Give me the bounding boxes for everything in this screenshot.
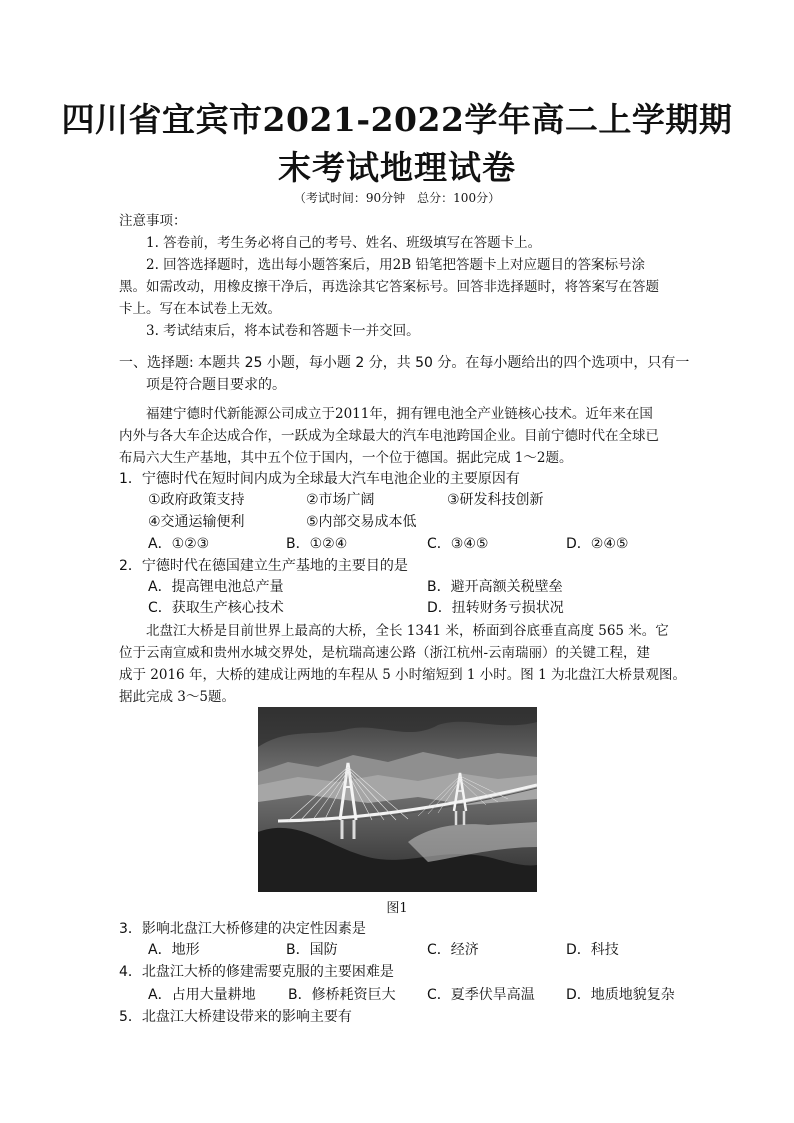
passage2-line3: 成于 2016 年，大桥的建成让两地的车程从 5 小时缩短到 1 小时。图 1 为北盘江大桥景观图。 — [119, 667, 686, 683]
notice-item-1: 1. 答卷前，考生务必将自己的考号、姓名、班级填写在答题卡上。 — [146, 235, 542, 251]
question-4-option-d: D．地质地貌复杂 — [566, 987, 675, 1003]
question-2-stem: 2．宁德时代在德国建立生产基地的主要目的是 — [119, 558, 408, 574]
notice-heading: 注意事项： — [119, 213, 187, 229]
bridge-photo — [258, 707, 537, 892]
question-1-option-c: C．③④⑤ — [427, 536, 489, 552]
question-1-option-b: B．①②④ — [286, 536, 348, 552]
question-4-option-a: A．占用大量耕地 — [148, 987, 256, 1003]
exam-time-score: （考试时间：90分钟 总分：100分） — [293, 191, 501, 205]
passage1-line3: 布局六大生产基地，其中五个位于国内，一个位于德国。据此完成 1～2题。 — [119, 450, 573, 466]
exam-title-line1: 四川省宜宾市2021-2022学年高二上学期期 — [61, 100, 733, 139]
passage1-line1: 福建宁德时代新能源公司成立于2011年，拥有锂电池全产业链核心技术。近年来在国 — [146, 406, 653, 422]
question-2-option-c: C．获取生产核心技术 — [148, 600, 284, 616]
figure-caption: 图1 — [386, 901, 408, 916]
section1-instruction-line1: 一、选择题: 本题共 25 小题，每小题 2 分，共 50 分。在每小题给出的四个选项中，只有一 — [119, 355, 690, 371]
passage2-line1: 北盘江大桥是目前世界上最高的大桥，全长 1341 米，桥面到谷底垂直高度 565 米。它 — [146, 623, 669, 639]
question-2-option-a: A．提高锂电池总产量 — [148, 579, 284, 595]
question-2-option-b: B．避开高额关税壁垒 — [427, 579, 563, 595]
question-4-option-c: C．夏季伏旱高温 — [427, 987, 535, 1003]
section1-instruction-line2: 项是符合题目要求的。 — [146, 377, 286, 393]
question-1-option-a: A．①②③ — [148, 536, 210, 552]
question-1-factor-4: ④交通运输便利 — [148, 514, 245, 530]
question-3-option-b: B．国防 — [286, 942, 338, 958]
question-2-option-d: D．扭转财务亏损状况 — [427, 600, 564, 616]
question-4-stem: 4．北盘江大桥的修建需要克服的主要困难是 — [119, 964, 394, 980]
question-1-factor-1: ①政府政策支持 — [148, 492, 245, 508]
passage2-line4: 据此完成 3～5题。 — [119, 689, 235, 705]
question-1-stem: 1．宁德时代在短时间内成为全球最大汽车电池企业的主要原因有 — [119, 471, 520, 487]
notice-item-3: 3. 考试结束后，将本试卷和答题卡一并交回。 — [146, 323, 420, 339]
notice-item-2-line1: 2. 回答选择题时，选出每小题答案后，用2B 铅笔把答题卡上对应题目的答案标号涂 — [146, 257, 645, 273]
passage2-line2: 位于云南宣威和贵州水城交界处，是杭瑞高速公路（浙江杭州-云南瑞丽）的关键工程，建 — [119, 645, 651, 661]
exam-title-line2: 末考试地理试卷 — [278, 148, 516, 187]
question-1-factor-5: ⑤内部交易成本低 — [306, 514, 417, 530]
notice-item-2-line2: 黑。如需改动，用橡皮擦干净后，再选涂其它答案标号。回答非选择题时，将答案写在答题 — [119, 279, 659, 295]
question-3-option-c: C．经济 — [427, 942, 479, 958]
question-1-option-d: D．②④⑤ — [566, 536, 629, 552]
question-1-factor-2: ②市场广阔 — [306, 492, 375, 508]
question-4-option-b: B．修桥耗资巨大 — [288, 987, 396, 1003]
question-3-option-d: D．科技 — [566, 942, 619, 958]
notice-item-2-line3: 卡上。写在本试卷上无效。 — [119, 301, 281, 317]
question-5-stem: 5．北盘江大桥建设带来的影响主要有 — [119, 1009, 352, 1025]
passage1-line2: 内外与各大车企达成合作，一跃成为全球最大的汽车电池跨国企业。目前宁德时代在全球已 — [119, 428, 659, 444]
question-3-stem: 3．影响北盘江大桥修建的决定性因素是 — [119, 921, 366, 937]
question-1-factor-3: ③研发科技创新 — [447, 492, 544, 508]
question-3-option-a: A．地形 — [148, 942, 200, 958]
